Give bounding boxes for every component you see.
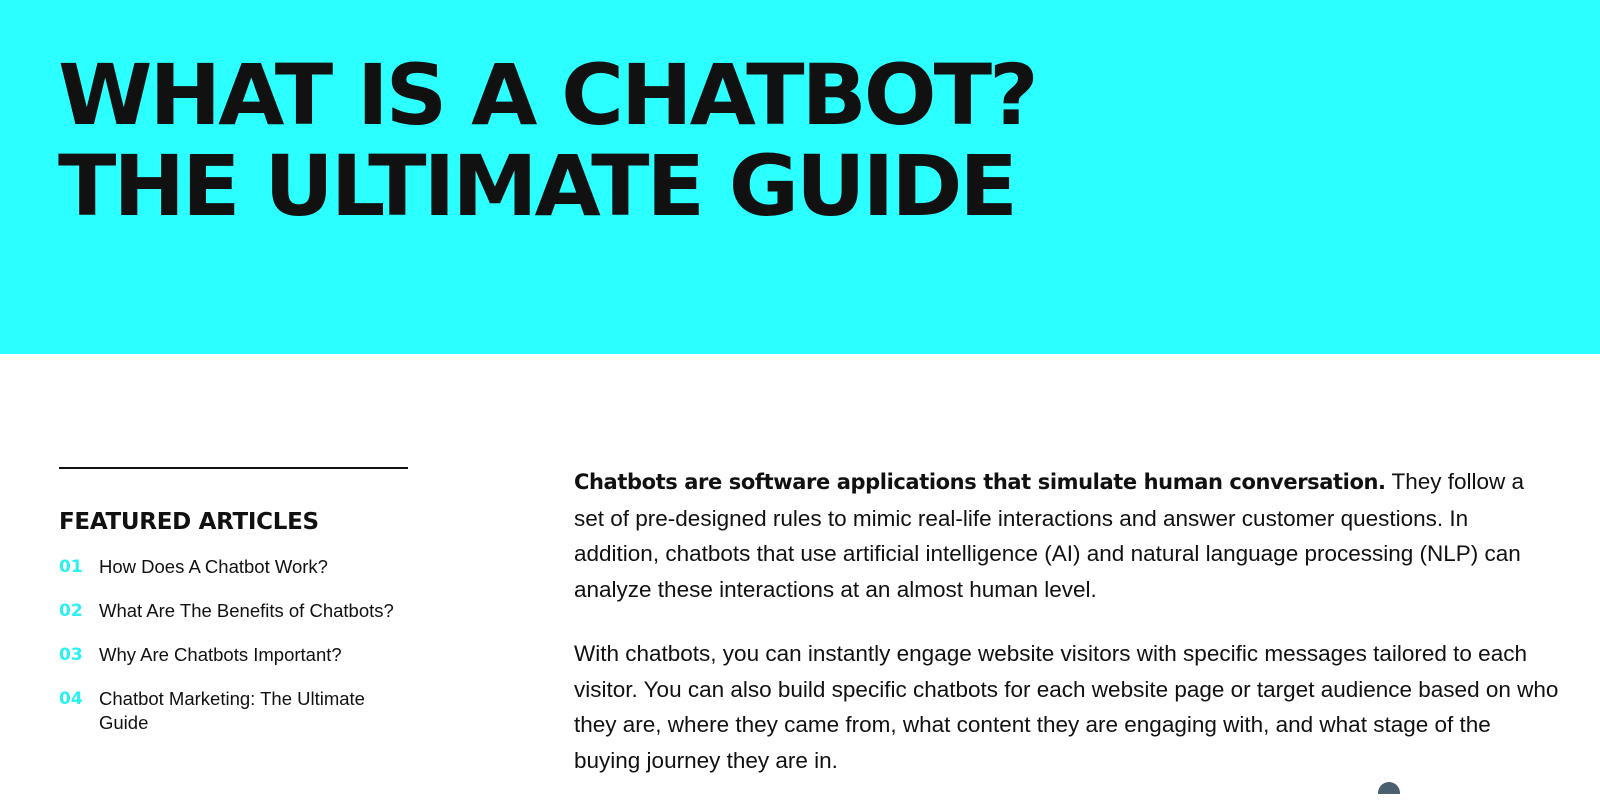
article-body bbox=[574, 464, 1559, 807]
page-title-line-1: WHAT IS A CHATBOT? bbox=[58, 46, 1036, 144]
body-paragraph: With chatbots, you can instantly engage website visitors with specific messages tailored to each visitor. You can also build specific chatbots for each website page or target audience based on who they are, where they came from, what content they are engaging with, and what stage of the buying journey they are in. bbox=[574, 641, 1559, 773]
featured-articles-list bbox=[59, 555, 409, 735]
article-number: 04 bbox=[59, 689, 83, 709]
intro-paragraph bbox=[574, 464, 1559, 607]
article-link-how-does-a-chatbot-work[interactable]: How Does A Chatbot Work? bbox=[99, 556, 328, 577]
hero-banner bbox=[0, 0, 1600, 354]
intro-text: They follow a set of pre-designed rules to mimic real-life interactions and answer customer questions. In addition, chatbots that use artificial intelligence (AI) and natural language processing (NLP) can analyze these interactions at an almost human level. bbox=[574, 469, 1525, 602]
article-number: 03 bbox=[59, 645, 83, 665]
article-link-why-chatbots-important[interactable]: Why Are Chatbots Important? bbox=[99, 644, 342, 665]
page-title-line-2: THE ULTIMATE GUIDE bbox=[58, 137, 1015, 235]
article-number: 02 bbox=[59, 601, 83, 621]
featured-articles-heading: FEATURED ARTICLES bbox=[59, 509, 319, 535]
sidebar-divider bbox=[59, 467, 408, 469]
page-title bbox=[58, 46, 1036, 235]
article-link-chatbot-marketing-guide[interactable]: Chatbot Marketing: The Ultimate Guide bbox=[99, 688, 365, 733]
featured-article-item[interactable] bbox=[59, 643, 409, 667]
featured-article-item[interactable] bbox=[59, 687, 409, 735]
featured-article-item[interactable] bbox=[59, 599, 409, 623]
article-link-benefits-of-chatbots[interactable]: What Are The Benefits of Chatbots? bbox=[99, 600, 394, 621]
featured-article-item[interactable] bbox=[59, 555, 409, 579]
intro-bold-text: Chatbots are software applications that simulate human conversation. bbox=[574, 470, 1386, 494]
featured-articles-sidebar bbox=[59, 467, 409, 755]
article-number: 01 bbox=[59, 557, 83, 577]
